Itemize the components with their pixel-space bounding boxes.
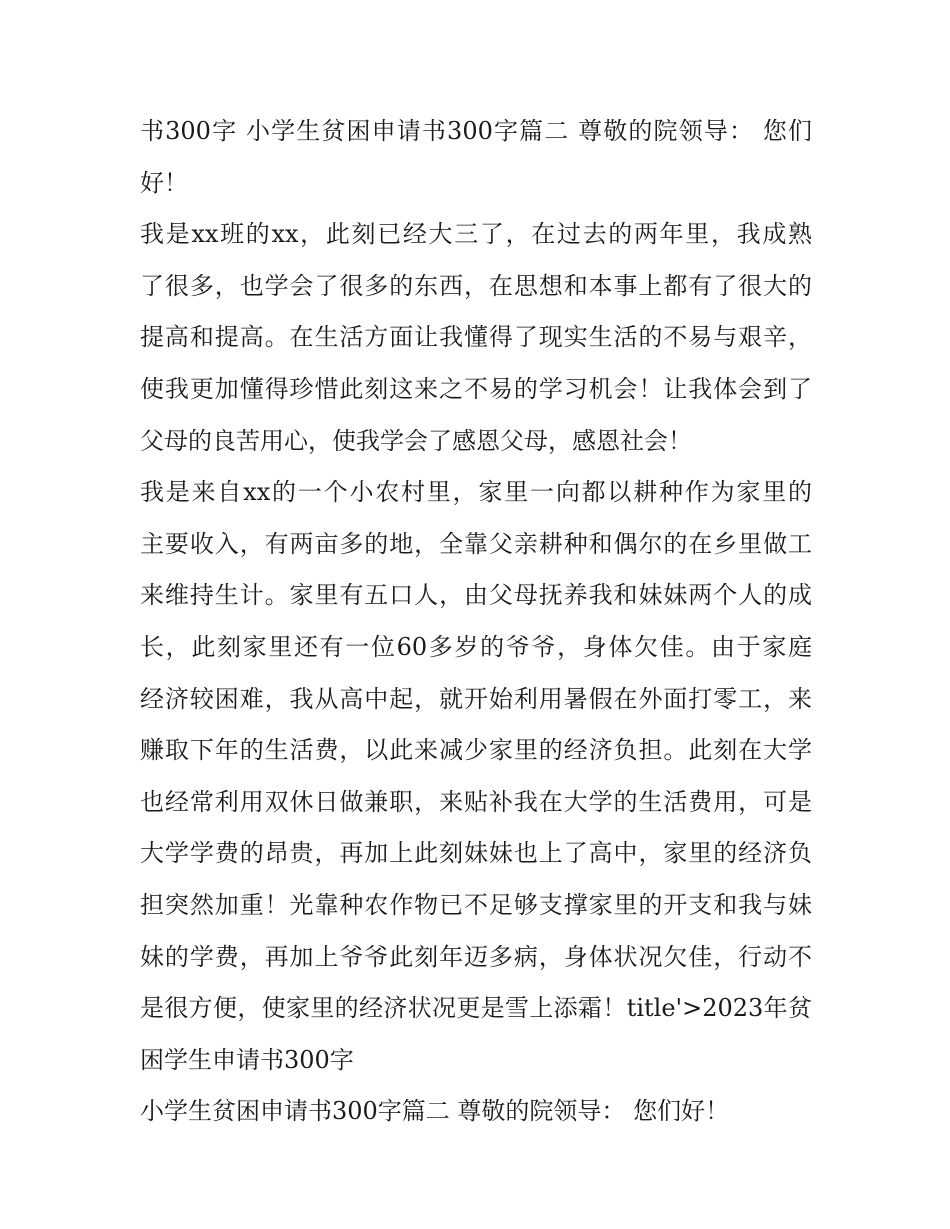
- text-line: 是很方便，使家里的经济状况更是雪上添霜！title'>2023年贫: [140, 994, 812, 1023]
- document-body: [140, 106, 812, 1138]
- text-line: 担突然加重！光靠种农作物已不足够支撑家里的开支和我与妹: [140, 890, 812, 919]
- text-line: 经济较困难，我从高中起，就开始利用暑假在外面打零工，来: [140, 684, 812, 713]
- text-line: 小学生贫困申请书300字篇二 尊敬的院领导： 您们好！: [140, 1097, 730, 1126]
- text-line: 好！: [140, 168, 188, 197]
- text-line: 父母的良苦用心，使我学会了感恩父母，感恩社会！: [140, 426, 692, 455]
- text-line: 使我更加懂得珍惜此刻这来之不易的学习机会！让我体会到了: [140, 374, 812, 403]
- text-line: 书300字 小学生贫困申请书300字篇二 尊敬的院领导： 您们: [140, 117, 812, 145]
- text-line: 困学生申请书300字: [140, 1045, 354, 1074]
- text-line: 长，此刻家里还有一位60多岁的爷爷，身体欠佳。由于家庭: [140, 632, 812, 661]
- text-line: 赚取下年的生活费，以此来减少家里的经济负担。此刻在大学: [140, 736, 812, 765]
- text-line: 妹的学费，再加上爷爷此刻年迈多病，身体状况欠佳，行动不: [140, 942, 812, 971]
- text-line: 主要收入，有两亩多的地，全靠父亲耕种和偶尔的在乡里做工: [140, 529, 812, 558]
- text-line: 我是来自xx的一个小农村里，家里一向都以耕种作为家里的: [140, 478, 812, 507]
- text-line: 来维持生计。家里有五口人，由父母抚养我和妹妹两个人的成: [140, 581, 812, 610]
- text-line: 我是xx班的xx，此刻已经大三了，在过去的两年里，我成熟: [140, 220, 812, 249]
- text-line: 大学学费的昂贵，再加上此刻妹妹也上了高中，家里的经济负: [140, 839, 812, 868]
- text-line: 也经常利用双休日做兼职，来贴补我在大学的生活费用，可是: [140, 787, 812, 816]
- text-line: 提高和提高。在生活方面让我懂得了现实生活的不易与艰辛，: [140, 323, 812, 352]
- text-line: 了很多，也学会了很多的东西，在思想和本事上都有了很大的: [140, 271, 812, 300]
